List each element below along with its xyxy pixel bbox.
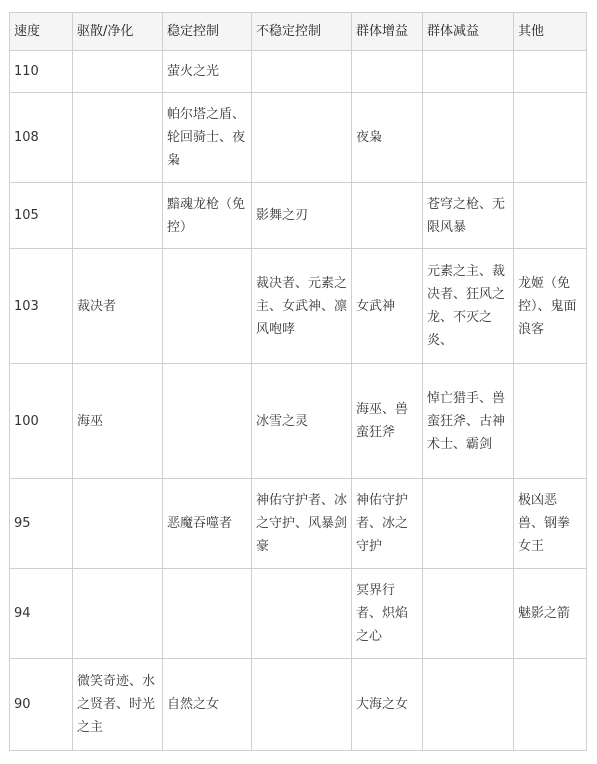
header-group-buff: 群体增益 bbox=[352, 13, 423, 51]
cell-other bbox=[514, 183, 587, 249]
cell-other bbox=[514, 659, 587, 751]
header-other: 其他 bbox=[514, 13, 587, 51]
cell-other: 龙姬（免控）、鬼面浪客 bbox=[514, 249, 587, 364]
table-row bbox=[10, 479, 587, 569]
cell-stable-control bbox=[163, 249, 252, 364]
cell-dispel bbox=[73, 479, 163, 569]
cell-group-buff: 夜枭 bbox=[352, 93, 423, 183]
cell-dispel: 裁决者 bbox=[73, 249, 163, 364]
cell-other bbox=[514, 364, 587, 479]
cell-group-debuff: 元素之主、裁决者、狂风之龙、不灭之炎、 bbox=[423, 249, 514, 364]
cell-group-debuff bbox=[423, 93, 514, 183]
table-row bbox=[10, 249, 587, 364]
cell-unstable-control bbox=[252, 51, 352, 93]
header-speed: 速度 bbox=[10, 13, 73, 51]
cell-speed: 110 bbox=[10, 51, 73, 93]
cell-speed: 95 bbox=[10, 479, 73, 569]
cell-stable-control: 恶魔吞噬者 bbox=[163, 479, 252, 569]
cell-group-debuff: 苍穹之枪、无限风暴 bbox=[423, 183, 514, 249]
cell-unstable-control: 裁决者、元素之主、女武神、凛风咆哮 bbox=[252, 249, 352, 364]
cell-dispel bbox=[73, 51, 163, 93]
table-row bbox=[10, 659, 587, 751]
header-unstable-control: 不稳定控制 bbox=[252, 13, 352, 51]
cell-dispel bbox=[73, 569, 163, 659]
cell-other bbox=[514, 93, 587, 183]
header-dispel: 驱散/净化 bbox=[73, 13, 163, 51]
cell-group-debuff bbox=[423, 479, 514, 569]
header-group-debuff: 群体减益 bbox=[423, 13, 514, 51]
cell-unstable-control: 冰雪之灵 bbox=[252, 364, 352, 479]
cell-group-buff: 海巫、兽蛮狂斧 bbox=[352, 364, 423, 479]
cell-dispel bbox=[73, 93, 163, 183]
cell-unstable-control bbox=[252, 93, 352, 183]
cell-speed: 105 bbox=[10, 183, 73, 249]
cell-stable-control bbox=[163, 364, 252, 479]
cell-group-buff bbox=[352, 51, 423, 93]
cell-group-debuff: 悼亡猎手、兽蛮狂斧、古神术士、霸剑 bbox=[423, 364, 514, 479]
header-stable-control: 稳定控制 bbox=[163, 13, 252, 51]
cell-group-buff: 冥界行者、炽焰之心 bbox=[352, 569, 423, 659]
cell-speed: 103 bbox=[10, 249, 73, 364]
cell-group-debuff bbox=[423, 569, 514, 659]
cell-stable-control: 帕尔塔之盾、轮回骑士、夜枭 bbox=[163, 93, 252, 183]
cell-other: 极凶恶兽、钢拳女王 bbox=[514, 479, 587, 569]
cell-speed: 108 bbox=[10, 93, 73, 183]
speed-table-container bbox=[9, 12, 587, 751]
cell-speed: 94 bbox=[10, 569, 73, 659]
table-row bbox=[10, 93, 587, 183]
table-row bbox=[10, 364, 587, 479]
cell-group-buff: 神佑守护者、冰之守护 bbox=[352, 479, 423, 569]
cell-unstable-control bbox=[252, 569, 352, 659]
cell-unstable-control: 影舞之刃 bbox=[252, 183, 352, 249]
cell-other: 魅影之箭 bbox=[514, 569, 587, 659]
cell-stable-control: 萤火之光 bbox=[163, 51, 252, 93]
table-row bbox=[10, 183, 587, 249]
table-row bbox=[10, 569, 587, 659]
cell-speed: 90 bbox=[10, 659, 73, 751]
table-header-row bbox=[10, 13, 587, 51]
cell-group-buff bbox=[352, 183, 423, 249]
cell-unstable-control bbox=[252, 659, 352, 751]
cell-dispel: 微笑奇迹、水之贤者、时光之主 bbox=[73, 659, 163, 751]
cell-group-debuff bbox=[423, 51, 514, 93]
cell-dispel: 海巫 bbox=[73, 364, 163, 479]
cell-group-buff: 大海之女 bbox=[352, 659, 423, 751]
table-row bbox=[10, 51, 587, 93]
cell-stable-control bbox=[163, 569, 252, 659]
cell-group-buff: 女武神 bbox=[352, 249, 423, 364]
cell-dispel bbox=[73, 183, 163, 249]
speed-table bbox=[9, 12, 587, 751]
cell-stable-control: 自然之女 bbox=[163, 659, 252, 751]
cell-stable-control: 黯魂龙枪（免控） bbox=[163, 183, 252, 249]
cell-speed: 100 bbox=[10, 364, 73, 479]
cell-other bbox=[514, 51, 587, 93]
cell-unstable-control: 神佑守护者、冰之守护、风暴剑豪 bbox=[252, 479, 352, 569]
cell-group-debuff bbox=[423, 659, 514, 751]
